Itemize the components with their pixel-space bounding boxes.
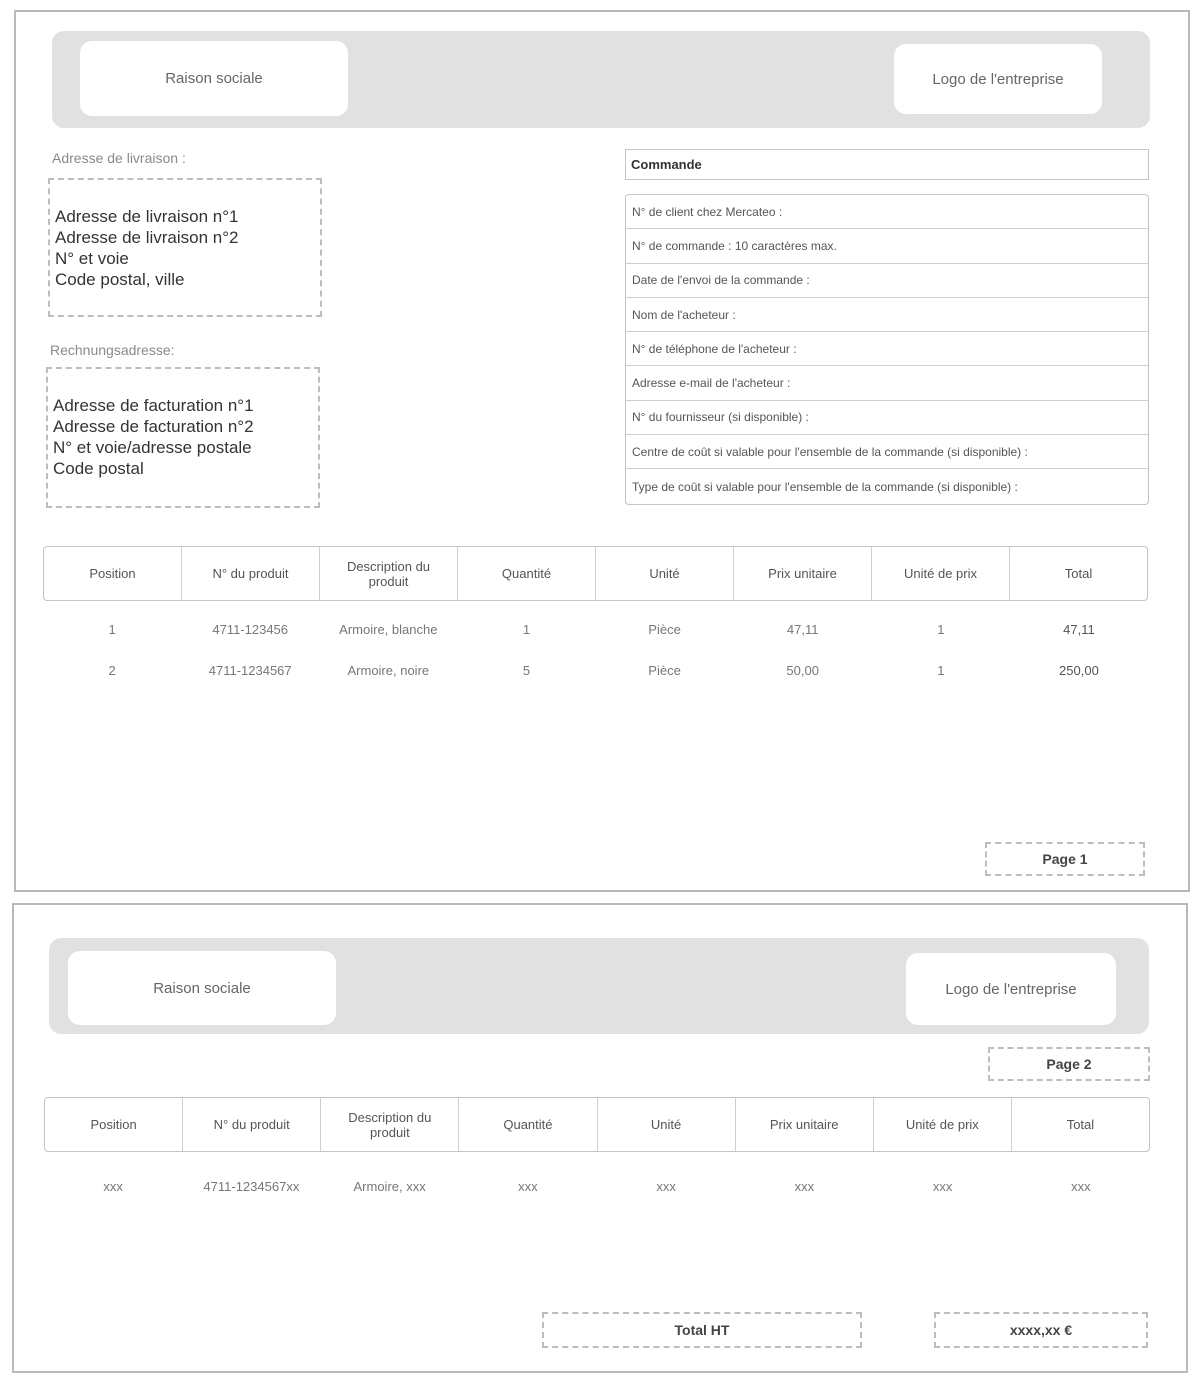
- table-cell: 4711-1234567: [208, 663, 292, 678]
- table-cell: Armoire, noire: [347, 663, 430, 678]
- delivery-line: Adresse de livraison n°1: [55, 207, 239, 226]
- order-field-cost-type: Type de coût si valable pour l'ensemble de la commande (si disponible) :: [632, 479, 1018, 494]
- table-cell: 50,00: [786, 663, 819, 678]
- table-cell: 4711-1234567xx: [203, 1179, 300, 1194]
- company-name: Raison sociale: [165, 70, 263, 87]
- order-field-buyer-email: Adresse e-mail de l'acheteur :: [626, 366, 1148, 400]
- table-cell: 2: [108, 663, 116, 678]
- column-header: N° du produit: [182, 547, 320, 600]
- table-cell: 47,11: [1063, 622, 1095, 637]
- table-cell: 1: [108, 622, 116, 637]
- billing-line: Code postal: [53, 459, 144, 478]
- invoice-page-2: [12, 903, 1188, 1373]
- invoice-page-1: [14, 10, 1190, 892]
- delivery-line: N° et voie: [55, 249, 129, 268]
- total-label: Total HT: [542, 1312, 862, 1348]
- column-header: Unité: [596, 547, 734, 600]
- billing-address-label: Rechnungsadresse:: [50, 342, 175, 358]
- order-field-order-number: N° de commande : 10 caractères max.: [626, 229, 1148, 263]
- column-header: Prix unitaire: [736, 1098, 874, 1151]
- table-cell: xxx: [103, 1179, 123, 1194]
- company-name-box: [68, 951, 336, 1025]
- order-fields: [625, 194, 1149, 505]
- column-header: Quantité: [459, 1098, 597, 1151]
- billing-line: Adresse de facturation n°1: [53, 396, 254, 415]
- table-cell: 4711-123456: [212, 622, 289, 637]
- items-table-header: [43, 546, 1148, 601]
- table-cell: 1: [522, 622, 531, 637]
- column-header: Description du produit: [321, 1098, 459, 1151]
- delivery-address-label: Adresse de livraison :: [52, 150, 186, 166]
- column-header: Prix unitaire: [734, 547, 872, 600]
- company-name-box: [80, 41, 348, 116]
- company-logo-placeholder: Logo de l'entreprise: [932, 70, 1064, 88]
- company-logo-box: [894, 44, 1102, 114]
- column-header: Unité: [598, 1098, 736, 1151]
- order-title: Commande: [625, 149, 1149, 180]
- table-cell: xxx: [518, 1179, 538, 1194]
- items-table-header: [44, 1097, 1150, 1152]
- column-header: N° du produit: [183, 1098, 321, 1151]
- table-cell: Pièce: [648, 622, 681, 637]
- delivery-line: Adresse de livraison n°2: [55, 228, 239, 247]
- table-cell: 1: [937, 663, 945, 678]
- column-header: Description du produit: [320, 547, 458, 600]
- order-field-cost-center: Centre de coût si valable pour l'ensemble de la commande (si disponible) :: [626, 435, 1148, 469]
- column-header: Total: [1064, 566, 1093, 581]
- table-cell: 1: [937, 622, 945, 637]
- column-header: Unité de prix: [872, 547, 1010, 600]
- column-header: Position: [44, 547, 182, 600]
- billing-line: N° et voie/adresse postale: [53, 438, 252, 457]
- page-number-label: Page 1: [985, 842, 1145, 876]
- column-header: Unité de prix: [874, 1098, 1012, 1151]
- company-logo-box: [906, 953, 1116, 1025]
- order-field-supplier-number: N° du fournisseur (si disponible) :: [626, 401, 1148, 435]
- delivery-address-box: [48, 178, 322, 317]
- total-value: xxxx,xx €: [934, 1312, 1148, 1348]
- order-field-customer-number: N° de client chez Mercateo :: [626, 195, 1148, 229]
- table-cell: Armoire, xxx: [353, 1179, 426, 1194]
- page-number-label: Page 2: [988, 1047, 1150, 1081]
- table-cell: 47,11: [786, 622, 819, 637]
- table-cell: Armoire, blanche: [339, 622, 438, 637]
- table-cell: 250,00: [1059, 663, 1099, 678]
- table-row: [43, 622, 1148, 637]
- order-field-send-date: Date de l'envoi de la commande :: [626, 264, 1148, 298]
- table-row: [43, 663, 1148, 678]
- table-row: [44, 1179, 1150, 1194]
- table-cell: Pièce: [648, 663, 681, 678]
- table-cell: xxx: [932, 1179, 953, 1194]
- column-header: Quantité: [458, 547, 596, 600]
- delivery-line: Code postal, ville: [55, 270, 185, 289]
- billing-line: Adresse de facturation n°2: [53, 417, 254, 436]
- company-logo-placeholder: Logo de l'entreprise: [945, 980, 1077, 998]
- column-header: Position: [45, 1098, 183, 1151]
- column-header: Total: [1066, 1117, 1095, 1132]
- order-field-buyer-phone: N° de téléphone de l'acheteur :: [626, 332, 1148, 366]
- billing-address-box: [46, 367, 320, 508]
- company-name: Raison sociale: [153, 979, 251, 997]
- table-cell: 5: [522, 663, 531, 678]
- table-cell: xxx: [794, 1179, 815, 1194]
- table-cell: xxx: [656, 1179, 676, 1194]
- table-cell: xxx: [1071, 1179, 1091, 1194]
- order-field-buyer-name: Nom de l'acheteur :: [626, 298, 1148, 332]
